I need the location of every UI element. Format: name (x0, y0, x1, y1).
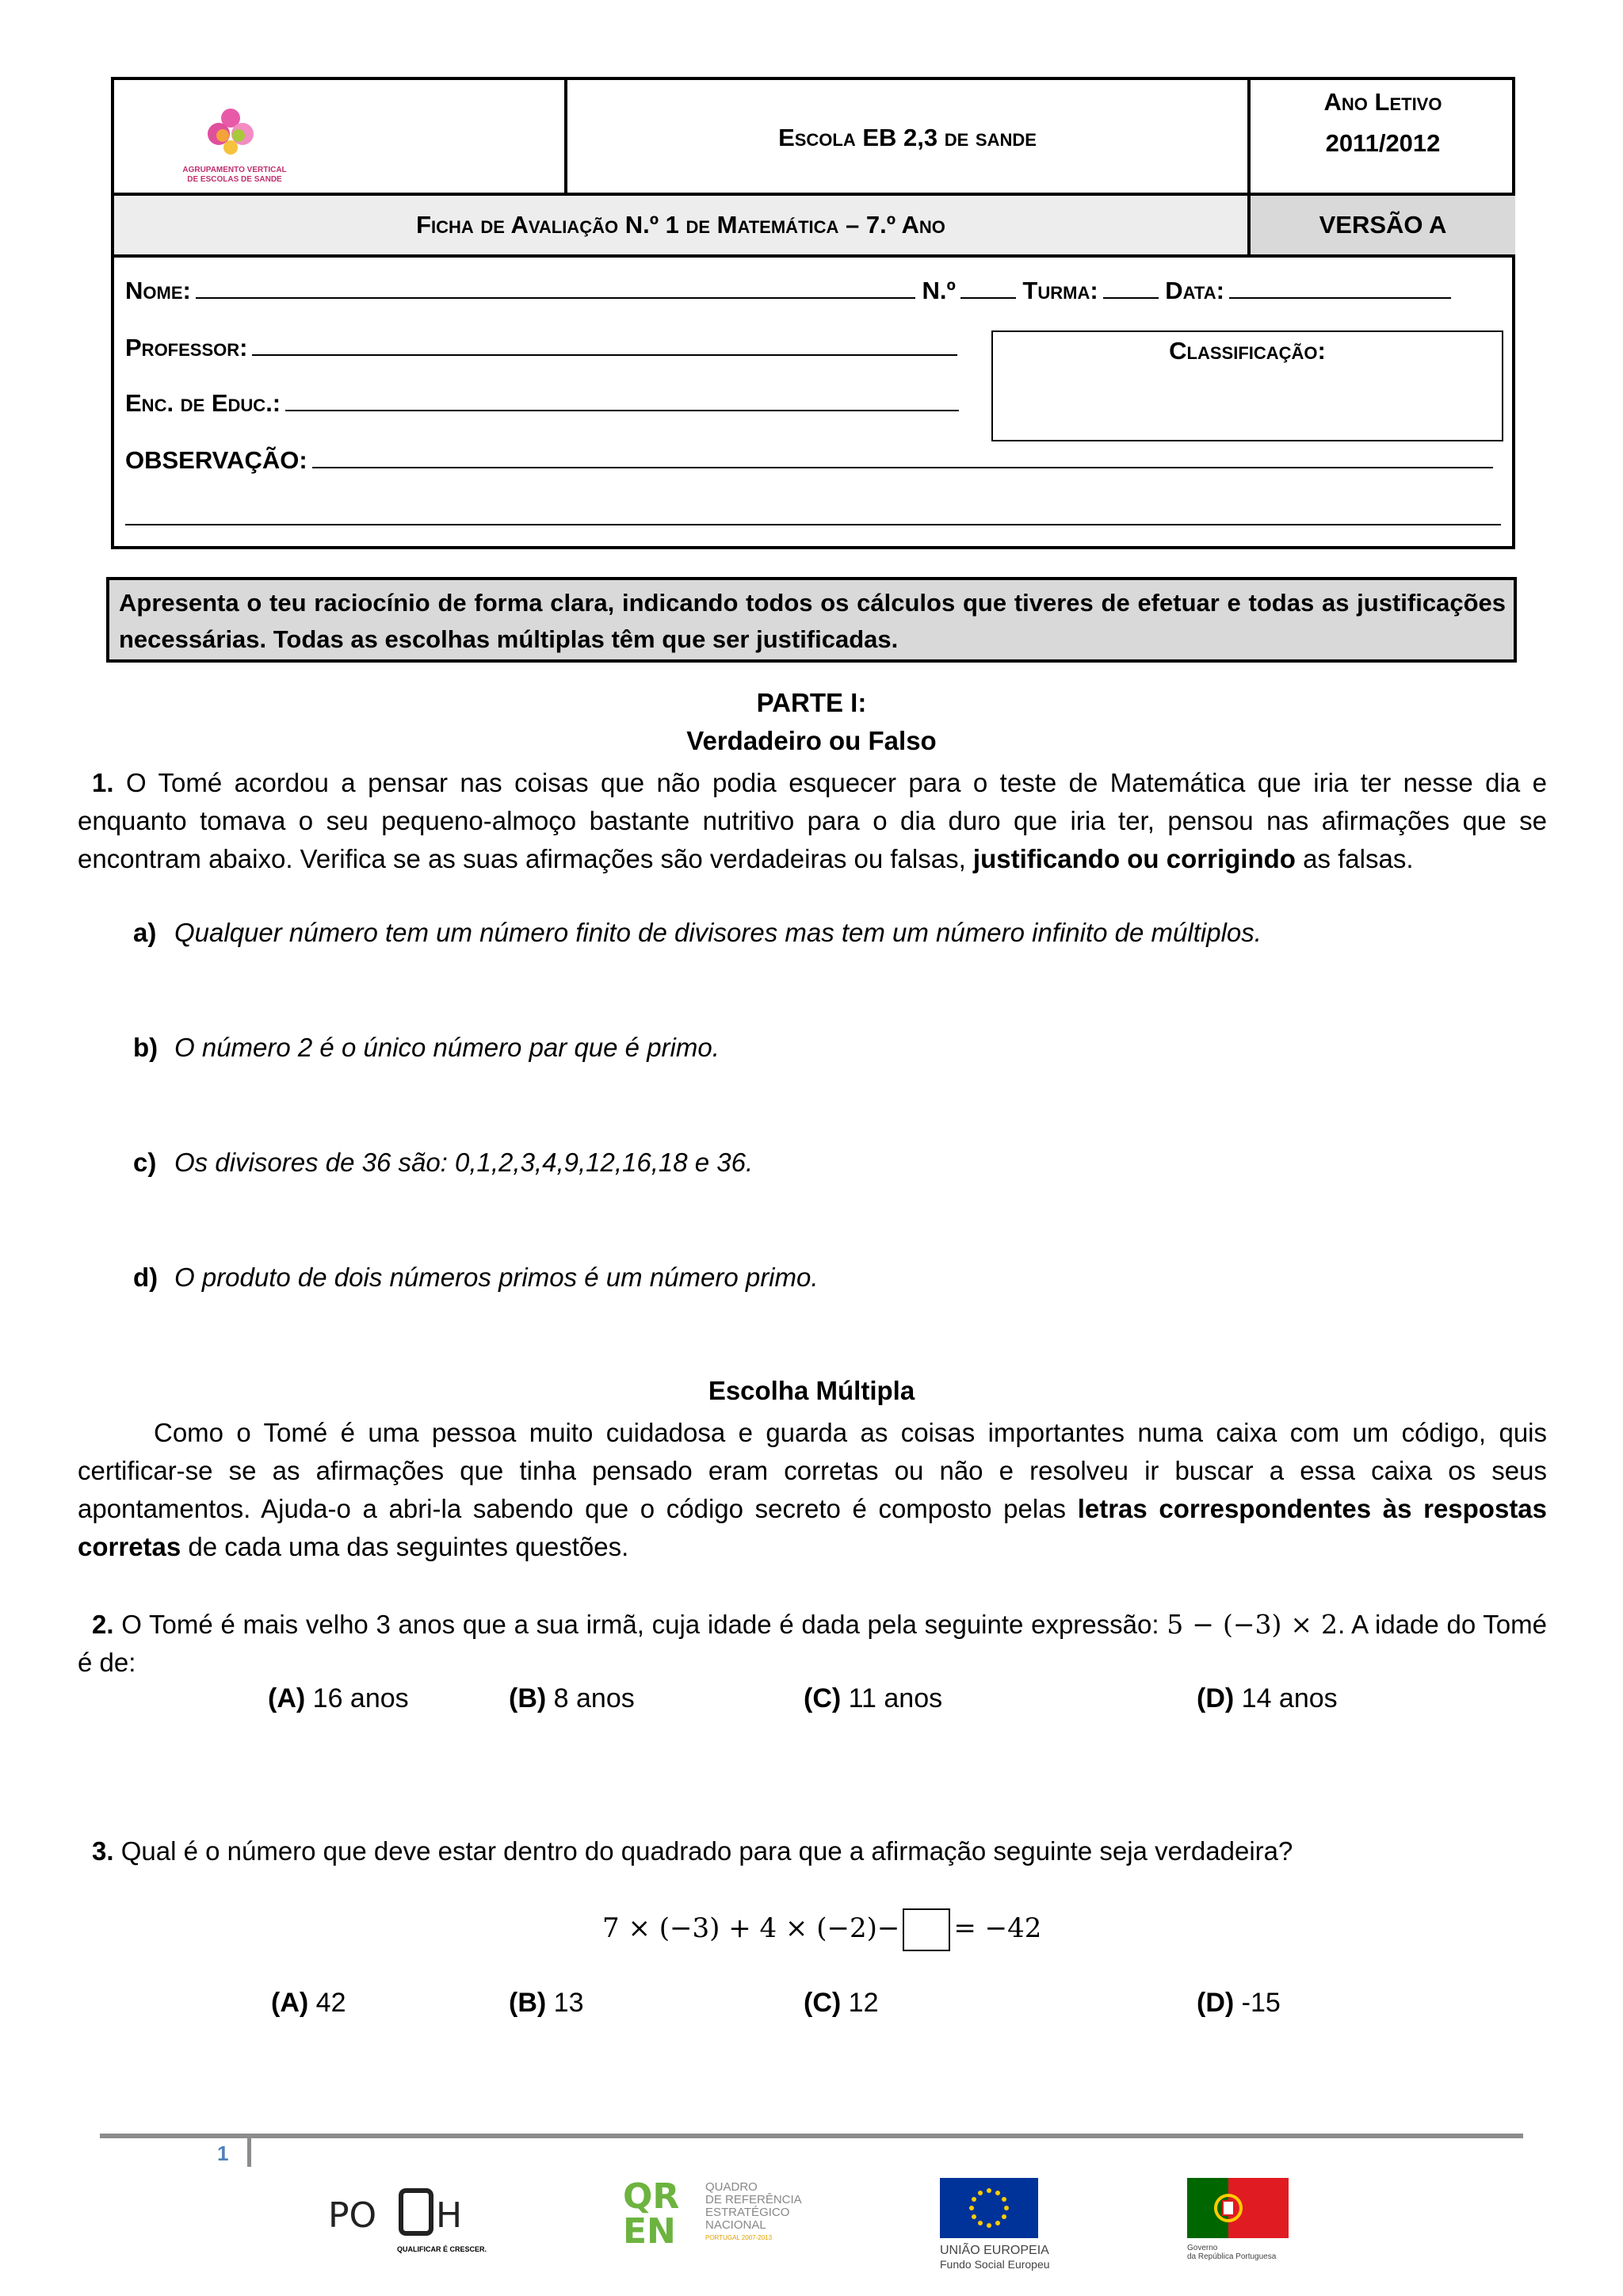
qren-logo-icon (623, 2175, 699, 2246)
mc-intro-a: Como o Tomé é uma pessoa muito cuidadosa e guarda as coisas importantes numa caixa com um código, quis certificar-se se as afirmações que tinha pensado eram corretas ou não e resolveu ir buscar a essa caixa os seus apontamentos. Ajuda-o a abri-la sabendo que o código secreto é composto pelas (78, 1418, 1547, 1523)
logo-cell (114, 80, 567, 196)
mc-intro-b: de cada uma das seguintes questões. (188, 1532, 629, 1561)
item-text: Os divisores de 36 são: 0,1,2,3,4,9,12,16,18 e 36. (174, 1148, 754, 1177)
option-text: 11 anos (848, 1683, 943, 1713)
footer-page-divider (247, 2135, 251, 2167)
observacao-label: OBSERVAÇÃO: (125, 446, 307, 474)
q1-item-d (133, 1263, 819, 1293)
option-letter: (B) (509, 1683, 547, 1713)
nome-label: Nome: (125, 277, 191, 304)
option-text: -15 (1241, 1988, 1281, 2018)
q2-number: 2. (92, 1610, 114, 1639)
qren-desc-4: NACIONAL (705, 2218, 766, 2232)
item-label: d) (133, 1263, 158, 1292)
test-title: Ficha de Avaliação N.º 1 de Matemática – 7.º Ano (114, 196, 1251, 258)
gov-text-1: Governo (1187, 2244, 1218, 2252)
turma-field[interactable] (1103, 273, 1159, 299)
option-text: 13 (553, 1988, 584, 2018)
poph-logo-icon (328, 2187, 495, 2238)
logo-text-1: AGRUPAMENTO VERTICAL (182, 166, 287, 174)
eu-logo (940, 2178, 1098, 2273)
school-name: Escola EB 2,3 de sande (567, 80, 1251, 196)
nome-row (125, 273, 1451, 305)
item-label: a) (133, 918, 157, 947)
footer-rule (100, 2134, 1523, 2138)
eu-flag-icon (940, 2178, 1038, 2238)
part1-subtitle: Verdadeiro ou Falso (686, 726, 937, 755)
item-text: O produto de dois números primos é um número primo. (174, 1263, 819, 1292)
year-cell (1251, 80, 1515, 196)
professor-label: Professor: (125, 334, 248, 361)
q2-expression: 5 − (−3) × 2 (1167, 1609, 1338, 1640)
item-label: b) (133, 1033, 158, 1062)
observacao-line-2[interactable] (125, 524, 1501, 525)
item-text: Qualquer número tem um número finito de divisores mas tem um número infinito de múltiplos. (174, 918, 1262, 947)
q1-item-a (133, 918, 1262, 948)
mc-intro (78, 1414, 1547, 1566)
q2-text: O Tomé é mais velho 3 anos que a sua irmã, cuja idade é dada pela seguinte expressão: (121, 1610, 1159, 1639)
option-letter: (D) (1197, 1988, 1235, 2018)
option-text: 16 anos (312, 1683, 409, 1713)
svg-text:EN: EN (623, 2211, 676, 2246)
header-box (111, 77, 1515, 549)
qren-desc-1: QUADRO (705, 2180, 758, 2194)
q2-option-b[interactable] (509, 1683, 635, 1714)
q1-text-a: O Tomé acordou a pensar nas coisas que não podia esquecer para o teste de Matemática que iria ter nesse dia e enquanto tomava o seu pequeno-almoço bastante nutritivo para o dia duro que iria ter, pensou nas afirmações que se encontram abaixo. Verifica se as suas afirmações são verdadeiras ou falsas, (78, 768, 1547, 873)
item-text: O número 2 é o único número par que é primo. (174, 1033, 720, 1062)
portugal-flag-icon (1187, 2178, 1289, 2238)
option-letter: (A) (271, 1988, 309, 2018)
q3-option-a[interactable] (271, 1988, 346, 2019)
option-letter: (A) (268, 1683, 306, 1713)
year-label: Ano Letivo (1323, 88, 1442, 116)
svg-text:H: H (436, 2195, 463, 2236)
data-field[interactable] (1229, 273, 1451, 299)
numero-label: N.º (922, 277, 956, 304)
school-logo-icon (187, 104, 274, 167)
q2-option-d[interactable] (1197, 1683, 1338, 1714)
qren-logo (623, 2175, 813, 2254)
page-number: 1 (217, 2141, 229, 2165)
qren-desc-3: ESTRATÉGICO (705, 2206, 790, 2219)
question-1 (78, 764, 1547, 878)
classificacao-box[interactable] (991, 330, 1503, 441)
q3-number: 3. (92, 1836, 114, 1866)
eu-text-2: Fundo Social Europeu (940, 2258, 1050, 2271)
q3-expression (602, 1908, 1041, 1951)
q3-option-c[interactable] (804, 1988, 878, 2019)
option-text: 12 (848, 1988, 879, 2018)
gov-text-2: da República Portuguesa (1187, 2252, 1277, 2261)
svg-text:PO: PO (328, 2195, 377, 2236)
svg-text:QR: QR (623, 2176, 680, 2217)
enc-label: Enc. de Educ.: (125, 389, 281, 417)
data-label: Data: (1165, 277, 1224, 304)
nome-field[interactable] (196, 273, 915, 299)
option-letter: (C) (804, 1988, 842, 2018)
q3-option-d[interactable] (1197, 1988, 1281, 2019)
poph-tagline: QUALIFICAR É CRESCER. (396, 2245, 487, 2253)
observacao-field[interactable] (312, 443, 1493, 468)
q3-text: Qual é o número que deve estar dentro do quadrado para que a afirmação seguinte seja verdadeira? (120, 1836, 1293, 1866)
q1-text-bold: justificando ou corrigindo (972, 844, 1296, 873)
q2-option-c[interactable] (804, 1683, 942, 1714)
gov-logo (1187, 2178, 1346, 2273)
item-label: c) (133, 1148, 157, 1177)
option-letter: (D) (1197, 1683, 1235, 1713)
observacao-row (125, 443, 1493, 475)
option-text: 8 anos (553, 1683, 635, 1713)
eu-text-1: UNIÃO EUROPEIA (940, 2244, 1049, 2257)
q3-expr-right: = −42 (953, 1912, 1042, 1944)
q1-item-c (133, 1148, 753, 1178)
instructions-text: Apresenta o teu raciocínio de forma clara, indicando todos os cálculos que tiveres de efetuar e todas as justificações necessárias. Todas as escolhas múltiplas têm que ser justificadas. (119, 589, 1506, 653)
q3-expr-left: 7 × (−3) + 4 × (−2)− (602, 1912, 900, 1944)
mc-title: Escolha Múltipla (708, 1376, 915, 1405)
option-letter: (C) (804, 1683, 842, 1713)
qren-desc-2: DE REFERÊNCIA (705, 2193, 802, 2206)
version-label: VERSÃO A (1251, 196, 1515, 258)
question-3 (92, 1832, 1293, 1870)
option-text: 14 anos (1241, 1683, 1338, 1713)
q1-text-b: as falsas. (1303, 844, 1414, 873)
q3-answer-box[interactable] (903, 1908, 950, 1951)
enc-field[interactable] (285, 386, 959, 411)
logo-text-2: DE ESCOLAS DE SANDE (187, 175, 282, 184)
mc-intro-bold: letras correspondentes às respostas corretas (78, 1494, 1548, 1561)
q3-option-b[interactable] (509, 1988, 583, 2019)
qren-desc-5: PORTUGAL 2007-2013 (705, 2234, 773, 2241)
year-value: 2011/2012 (1325, 129, 1441, 157)
q2-text-end: . A idade do Tomé é de: (78, 1610, 1547, 1677)
part1-title: PARTE I: (756, 688, 867, 717)
q1-number: 1. (92, 768, 114, 797)
numero-field[interactable] (960, 273, 1016, 299)
option-text: 42 (315, 1988, 346, 2018)
question-2 (78, 1606, 1547, 1682)
professor-field[interactable] (252, 330, 957, 356)
option-letter: (B) (509, 1988, 547, 2018)
poph-logo (328, 2187, 495, 2259)
q1-item-b (133, 1033, 720, 1063)
instructions-box (106, 577, 1517, 663)
professor-row (125, 330, 957, 362)
qren-desc (705, 2181, 802, 2244)
classificacao-label: Classificação: (1169, 337, 1326, 365)
q2-option-a[interactable] (268, 1683, 409, 1714)
enc-row (125, 386, 959, 418)
turma-label: Turma: (1022, 277, 1098, 304)
